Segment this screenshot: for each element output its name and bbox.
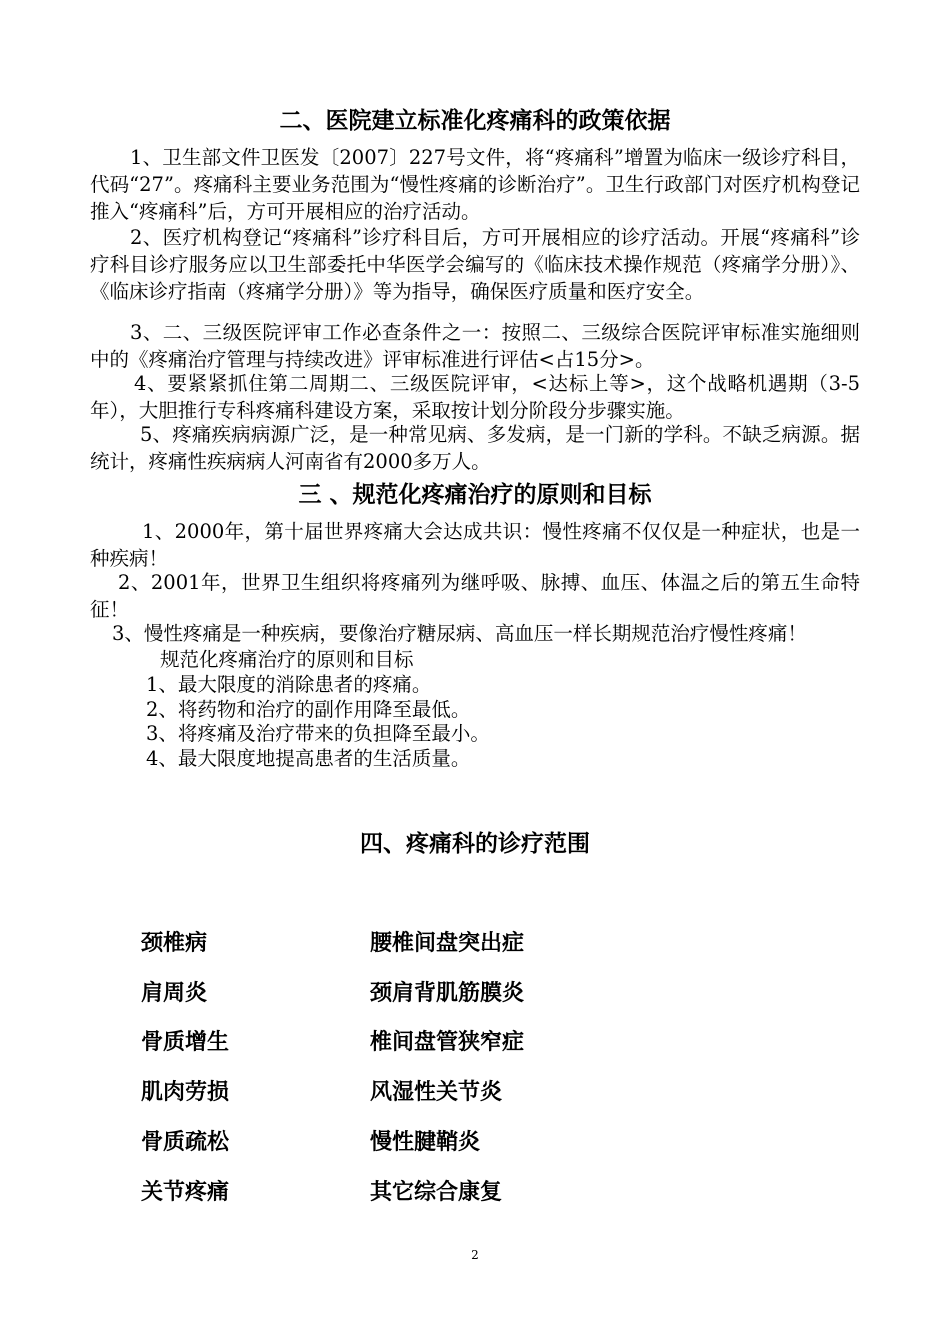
section-4-title: 四、疼痛科的诊疗范围 bbox=[360, 831, 590, 857]
scope-item-right: 椎间盘管狭窄症 bbox=[370, 1030, 525, 1055]
section-3-paragraph-2: 2、2001年，世界卫生组织将疼痛列为继呼吸、脉搏、血压、体温之后的第五生命特征！ bbox=[90, 571, 860, 621]
scope-item-left: 骨质疏松 bbox=[141, 1130, 230, 1155]
scope-item-left: 肩周炎 bbox=[141, 981, 208, 1006]
scope-item-left: 颈椎病 bbox=[141, 931, 208, 956]
scope-item-right: 腰椎间盘突出症 bbox=[370, 931, 525, 956]
principle-item: 3、将疼痛及治疗带来的负担降至最小。 bbox=[146, 722, 490, 745]
scope-item-left: 骨质增生 bbox=[141, 1030, 230, 1055]
principle-item: 1、最大限度的消除患者的疼痛。 bbox=[146, 673, 432, 696]
scope-item-right: 颈肩背肌筋膜炎 bbox=[370, 981, 525, 1006]
section-2-paragraph-5: 5、疼痛疾病病源广泛，是一种常见病、多发病，是一门新的学科。不缺乏病源。据统计，疼痛性疾病病人河南省有2000多万人。 bbox=[90, 423, 860, 473]
scope-item-right: 风湿性关节炎 bbox=[370, 1080, 503, 1105]
section-2-paragraph-1: 1、卫生部文件卫医发〔2007〕227号文件，将“疼痛科”增置为临床一级诊疗科目，代码“27”。疼痛科主要业务范围为“慢性疼痛的诊断治疗”。卫生行政部门对医疗机构登记推入“疼痛科”后，方可开展相应的治疗活动。 bbox=[90, 146, 860, 223]
section-2-title: 二、医院建立标准化疼痛科的政策依据 bbox=[279, 108, 671, 134]
scope-item-left: 关节疼痛 bbox=[141, 1180, 230, 1205]
principle-item: 4、最大限度地提高患者的生活质量。 bbox=[146, 747, 471, 770]
section-3-paragraph-3: 3、慢性疼痛是一种疾病，要像治疗糖尿病、高血压一样长期规范治疗慢性疼痛！ bbox=[112, 622, 807, 645]
principle-item: 2、将药物和治疗的副作用降至最低。 bbox=[146, 698, 471, 721]
scope-item-right: 慢性腱鞘炎 bbox=[370, 1130, 481, 1155]
section-2-paragraph-3: 3、二、三级医院评审工作必查条件之一：按照二、三级综合医院评审标准实施细则中的《疼痛治疗管理与持续改进》评审标准进行评估<占15分>。 bbox=[90, 321, 860, 371]
section-3-title: 三 、规范化疼痛治疗的原则和目标 bbox=[298, 482, 652, 508]
section-2-paragraph-2: 2、医疗机构登记“疼痛科”诊疗科目后，方可开展相应的诊疗活动。开展“疼痛科”诊疗科目诊疗服务应以卫生部委托中华医学会编写的《临床技术操作规范（疼痛学分册）》、《临床诊疗指南（疼痛学分册）》等为指导，确保医疗质量和医疗安全。 bbox=[90, 226, 860, 303]
scope-item-right: 其它综合康复 bbox=[370, 1180, 503, 1205]
page-number: 2 bbox=[471, 1248, 479, 1262]
section-2-paragraph-4: 4、要紧紧抓住第二周期二、三级医院评审，<达标上等>，这个战略机遇期（3-5年），大胆推行专科疼痛科建设方案，采取按计划分阶段分步骤实施。 bbox=[90, 372, 860, 422]
principles-subheading: 规范化疼痛治疗的原则和目标 bbox=[160, 648, 414, 671]
section-3-paragraph-1: 1、2000年，第十届世界疼痛大会达成共识：慢性疼痛不仅仅是一种症状，也是一种疾病！ bbox=[90, 520, 860, 570]
scope-item-left: 肌肉劳损 bbox=[141, 1080, 230, 1105]
